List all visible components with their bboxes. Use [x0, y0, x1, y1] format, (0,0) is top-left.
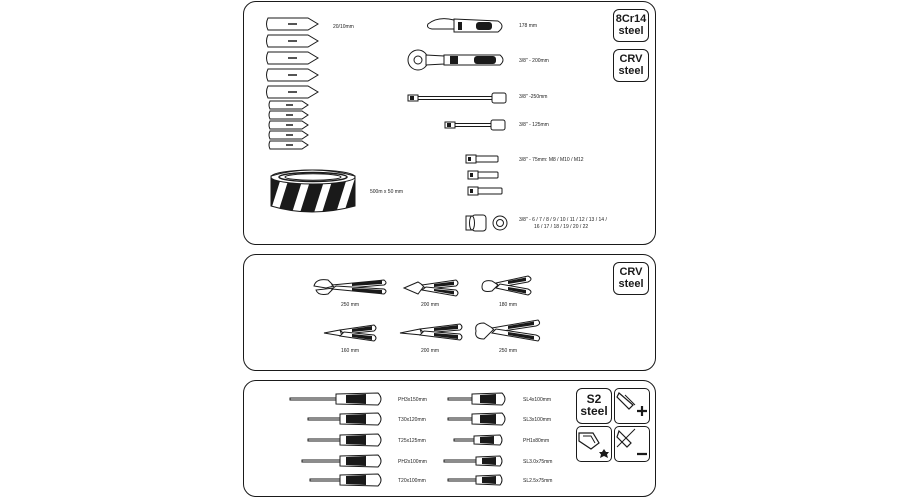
- screwdriver-label: PH1x80mm: [523, 438, 550, 444]
- badge-line2: steel: [580, 404, 608, 418]
- needle-nose-pliers-icon: [322, 322, 378, 344]
- blades-label: 20/10mm: [333, 24, 354, 30]
- screwdriver-label: SL3x100mm: [523, 417, 552, 423]
- screwdriver-label: T25x125mm: [398, 438, 426, 444]
- slotted-icon: [614, 426, 650, 462]
- water-pump-pliers-icon: [312, 276, 388, 300]
- screwdrivers-right-icon: [440, 388, 512, 492]
- pliers-label: 180 mm: [499, 302, 518, 308]
- badge-line2: steel: [618, 25, 644, 37]
- warning-tape-icon: [267, 166, 359, 216]
- extension-125-icon: [443, 118, 507, 132]
- crv-steel-badge: [613, 49, 649, 82]
- screwdriver-label: T20x100mm: [398, 478, 426, 484]
- badge-line2: steel: [618, 65, 644, 77]
- steel-8cr14-badge: [613, 9, 649, 42]
- pliers-label: 250 mm: [341, 302, 360, 308]
- knife-icon: [424, 14, 508, 38]
- badge-line1: 8Cr14: [615, 13, 647, 25]
- ratchet-label: 3/8" - 200mm: [519, 58, 549, 64]
- bit-sockets-label: 3/8" - 75mm: M8 / M10 / M12: [519, 157, 584, 163]
- screwdriver-label: SL3.0x75mm: [523, 459, 553, 465]
- knife-label: 178 mm: [519, 23, 538, 29]
- screwdriver-label: PH3x150mm: [398, 397, 427, 403]
- combination-pliers-icon: [402, 276, 460, 300]
- pliers-label: 200 mm: [421, 302, 440, 308]
- sockets-label-line2: 16 / 17 / 18 / 19 / 20 / 22: [534, 224, 589, 230]
- screwdriver-label: SL2.5x75mm: [523, 478, 553, 484]
- pliers-label: 250 mm: [499, 348, 518, 354]
- pliers-panel: [243, 254, 656, 371]
- sockets-label-line1: 3/8" - 6 / 7 / 8 / 9 / 10 / 11 / 12 / 13 / 14 /: [519, 217, 607, 223]
- extension-125-label: 3/8" - 125mm: [519, 122, 549, 128]
- badge-line1: S2: [586, 392, 602, 406]
- long-nose-pliers-icon: [398, 321, 464, 343]
- badge-line1: CRV: [619, 266, 643, 278]
- ratchet-icon: [404, 48, 508, 72]
- bit-sockets-icon: [462, 152, 508, 198]
- badge-line1: CRV: [619, 53, 643, 65]
- sockets-icon: [462, 212, 512, 234]
- torx-icon: [576, 426, 612, 462]
- badge-line2: steel: [618, 278, 644, 290]
- screwdriver-label: PH2x100mm: [398, 459, 427, 465]
- pliers-label: 200 mm: [421, 348, 440, 354]
- pliers-label: 160 mm: [341, 348, 360, 354]
- screwdriver-label: T30x120mm: [398, 417, 426, 423]
- end-cutting-pliers-icon: [472, 317, 544, 345]
- tape-label: 500m x 50 mm: [370, 189, 404, 195]
- s2-steel-badge: [576, 388, 612, 424]
- extension-250-icon: [406, 91, 510, 105]
- crv-steel-badge: [613, 262, 649, 295]
- utility-blades-icon: [262, 14, 322, 148]
- screwdrivers-left-icon: [288, 388, 386, 492]
- screwdriver-label: SL4x100mm: [523, 397, 552, 403]
- extension-250-label: 3/8" -250mm: [519, 94, 548, 100]
- diagonal-cutters-icon: [478, 273, 536, 299]
- phillips-icon: [614, 388, 650, 424]
